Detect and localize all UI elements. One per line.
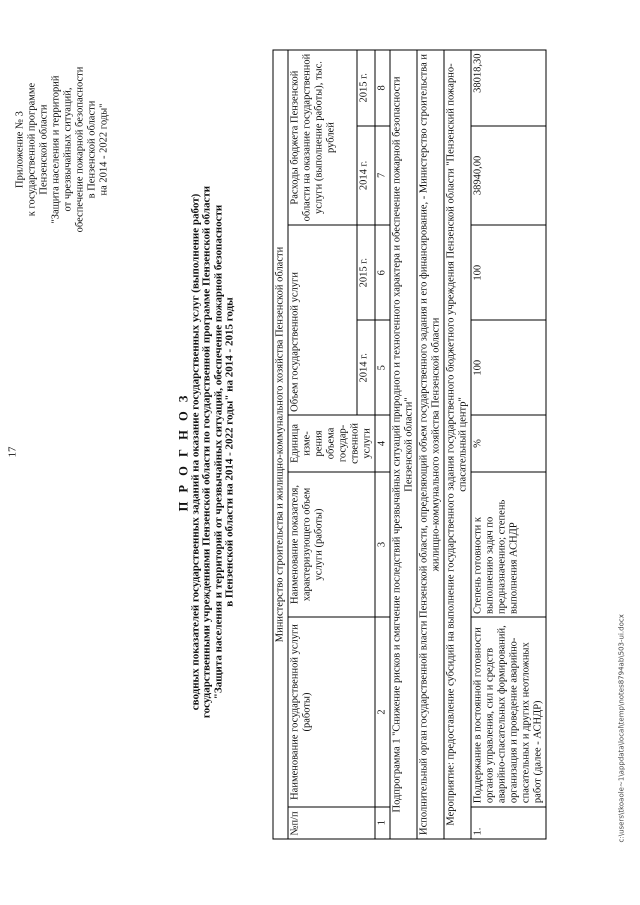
appendix-line: Приложение № 3 — [14, 111, 26, 188]
subprogram-cell: Подпрограмма 1 "Снижение рисков и смягчение последствий чрезвычайных ситуаций природного и техногенного характера и обеспечение пожарной безопасности Пензенской области" — [390, 50, 417, 839]
row-unit: % — [471, 415, 546, 471]
column-number: 4 — [375, 415, 390, 471]
header-service: Наименование государственной услуги (работы) — [288, 617, 375, 806]
footer-path: c:\users\tkoaole~1\appdata\local\temp\notes8794ab\503-ui.docx — [617, 614, 626, 843]
title-line: сводных показателей государственных заданий на оказание государственных услуг (выполнение работ) — [189, 193, 202, 711]
appendix-line: в Пензенской области — [86, 100, 98, 199]
column-number: 8 — [375, 50, 390, 126]
column-number: 7 — [375, 126, 390, 225]
header-num: №п/п — [288, 807, 375, 839]
appendix-line: обеспечение пожарной безопасности — [74, 66, 86, 233]
row-volume-2014: 100 — [471, 320, 546, 415]
column-number: 2 — [375, 617, 390, 806]
executive-row — [417, 50, 444, 839]
column-numbers-row — [375, 50, 390, 839]
row-expenses-2014: 38940,00 — [471, 126, 546, 225]
header-unit: Единица изме- рения объема государ- ственной услуги — [288, 415, 375, 471]
rotated-page — [1, 0, 640, 905]
header-expenses-2014: 2014 г. — [357, 126, 375, 225]
table-row — [471, 50, 546, 839]
header-row — [288, 50, 357, 839]
header-volume-2014: 2014 г. — [357, 320, 375, 415]
title-heading: П Р О Г Н О З — [176, 392, 191, 512]
title-line: в Пензенской области на 2014 - 2022 годы" на 2014 - 2015 годы — [223, 297, 236, 607]
measure-row — [444, 50, 471, 839]
ministry-cell: Министерство строительства и жилищно-коммунального хозяйства Пензенской области — [273, 50, 288, 839]
title-line: "Защита населения и территорий от чрезвычайных ситуаций, обеспечение пожарной безопасности — [212, 204, 225, 700]
appendix-line: от чрезвычайных ситуаций, — [62, 87, 74, 212]
row-expenses-2015: 38018,30 — [471, 50, 546, 126]
column-number: 6 — [375, 225, 390, 320]
header-indicator: Наименование показателя, характеризующего объем услуги (работы) — [288, 472, 375, 618]
ministry-row — [273, 50, 288, 839]
column-number: 1 — [375, 807, 390, 839]
appendix-line: на 2014 - 2022 годы" — [98, 103, 110, 196]
appendix-line: "Защита населения и территорий — [50, 75, 62, 224]
header-volume-2015: 2015 г. — [357, 225, 375, 320]
measure-cell: Мероприятие: предоставление субсидий на выполнение государственного задания государственного бюджетного учреждения Пензенской области "Пензенский пожарно-спасательный центр" — [444, 50, 471, 839]
column-number: 3 — [375, 472, 390, 618]
header-expenses-2015: 2015 г. — [357, 50, 375, 126]
row-service: Поддержание в постоянной готовности органов управления, сил и средств аварийно-спасательных формирований, организация и проведение аварийно-спасательных и других неотложных работ (далее - АСНДР) — [471, 617, 546, 806]
page-number: 17 — [6, 446, 19, 458]
column-number: 5 — [375, 320, 390, 415]
appendix-note — [15, 15, 111, 285]
forecast-table — [273, 50, 547, 840]
subprogram-row — [390, 50, 417, 839]
title-line: государственными учреждениями Пензенской области по государственной программе Пензенской области — [200, 185, 213, 719]
appendix-line: Пензенской области — [38, 104, 50, 195]
executive-cell: Исполнительный орган государственной власти Пензенской области, определяющий объем государственного задания и его финансирование, - Министерство строительства и жилищно-коммунального хозяйства Пензенской области — [417, 50, 444, 839]
row-volume-2015: 100 — [471, 225, 546, 320]
document-title — [176, 40, 237, 865]
row-num: 1. — [471, 807, 546, 839]
appendix-line: к государственной программе — [26, 82, 38, 217]
header-volume: Объем государственной услуги — [288, 225, 357, 415]
row-indicator: Степень готовности к выполнению задач по предназначению; степень выполнения АСНДР — [471, 472, 546, 618]
header-expenses: Расходы бюджета Пензенской области на оказание государственной услуги (выполнение работы), тыс. рублей — [288, 50, 357, 225]
